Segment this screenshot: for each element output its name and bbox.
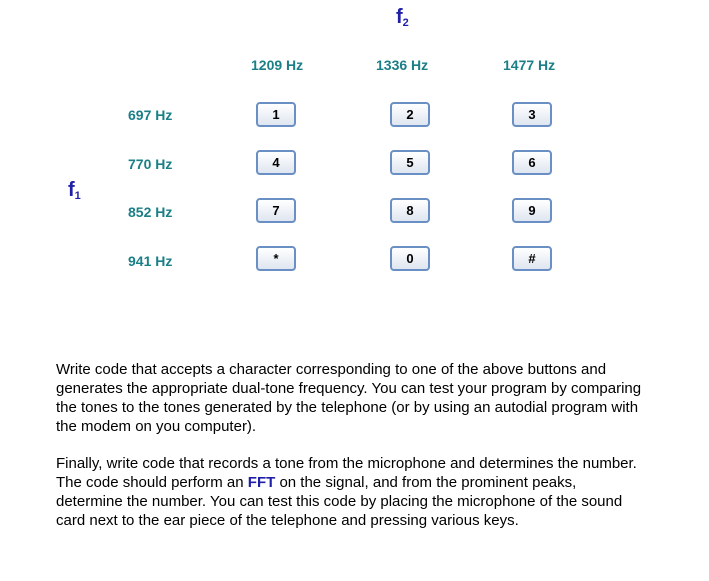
f2-subscript: 2 bbox=[402, 17, 409, 29]
instructions-paragraph-2 bbox=[56, 454, 646, 530]
row-header-852: 852 Hz bbox=[128, 204, 173, 220]
column-header-1336: 1336 Hz bbox=[376, 57, 429, 73]
key-star-button[interactable]: * bbox=[256, 246, 296, 271]
key-8-button[interactable]: 8 bbox=[390, 198, 430, 223]
paragraph-2-text-after: on the signal, and from the prominent peaks, determine the number. You can test this code by placing the microphone of the sound card next to the ear piece of the telephone and pressing various keys. bbox=[56, 474, 623, 529]
key-4-button[interactable]: 4 bbox=[256, 150, 296, 175]
key-1-button[interactable]: 1 bbox=[256, 102, 296, 127]
key-6-button[interactable]: 6 bbox=[512, 150, 552, 175]
f1-subscript: 1 bbox=[74, 190, 81, 202]
instructions-paragraph-1: Write code that accepts a character corresponding to one of the above buttons and generates the appropriate dual-tone frequency. You can test your program by comparing the tones to the tones generated by the telephone (or by using an autodial program with the modem on you computer). bbox=[56, 361, 642, 435]
f1-label bbox=[68, 179, 81, 202]
key-5-button[interactable]: 5 bbox=[390, 150, 430, 175]
column-header-1209: 1209 Hz bbox=[251, 57, 304, 73]
key-3-button[interactable]: 3 bbox=[512, 102, 552, 127]
f1-letter: f bbox=[68, 179, 75, 201]
row-header-697: 697 Hz bbox=[128, 107, 173, 123]
key-7-button[interactable]: 7 bbox=[256, 198, 296, 223]
paragraph-2-text-before: Finally, write code that records a tone from the microphone and determines the number. The code should perform an bbox=[56, 455, 637, 491]
key-2-button[interactable]: 2 bbox=[390, 102, 430, 127]
fft-emphasis: FFT bbox=[247, 474, 276, 491]
f2-letter: f bbox=[396, 6, 403, 28]
f2-label bbox=[396, 6, 409, 29]
key-hash-button[interactable]: # bbox=[512, 246, 552, 271]
column-header-1477: 1477 Hz bbox=[503, 57, 556, 73]
key-0-button[interactable]: 0 bbox=[390, 246, 430, 271]
row-header-941: 941 Hz bbox=[128, 253, 173, 269]
key-9-button[interactable]: 9 bbox=[512, 198, 552, 223]
row-header-770: 770 Hz bbox=[128, 156, 173, 172]
